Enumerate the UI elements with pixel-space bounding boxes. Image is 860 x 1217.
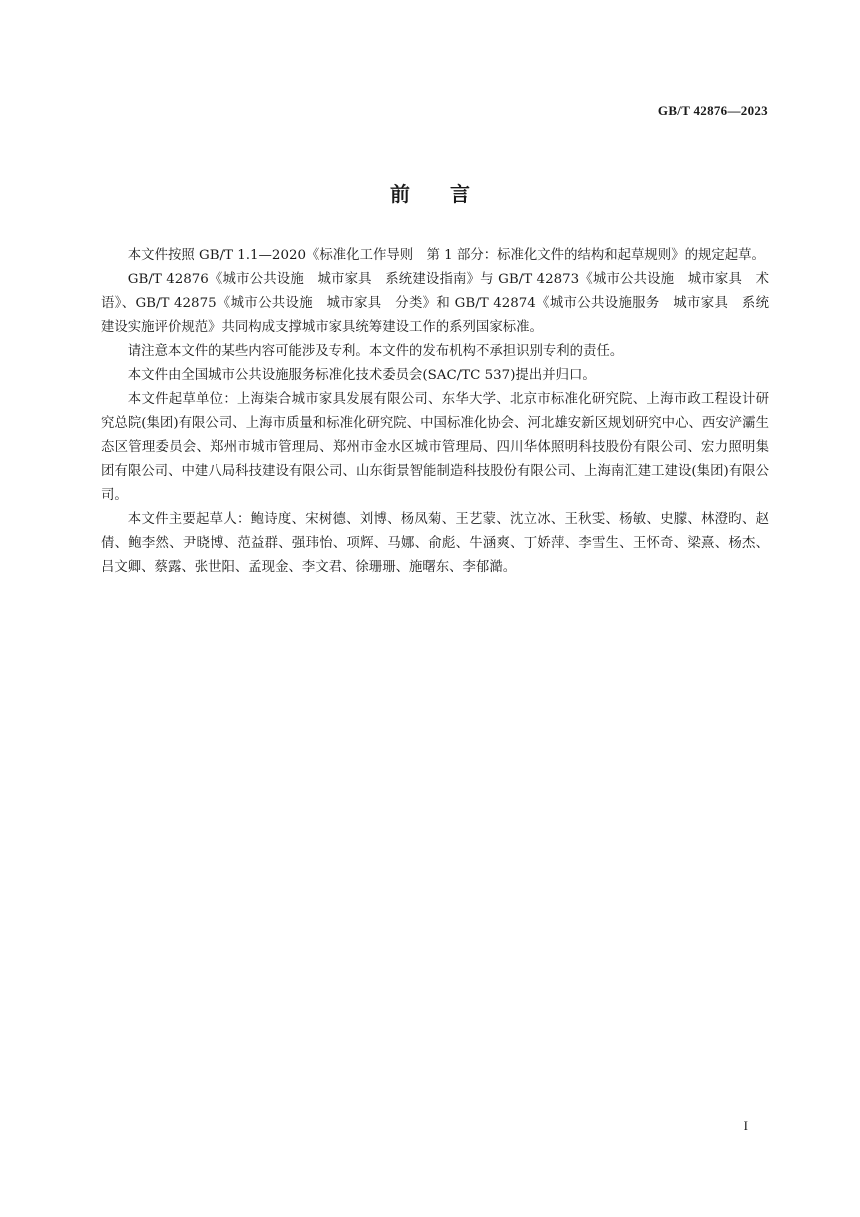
paragraph-drafting-rules: 本文件按照 GB/T 1.1—2020《标准化工作导则 第 1 部分：标准化文件的结构和起草规则》的规定起草。 xyxy=(127,248,765,263)
paragraph-proposer: 本文件由全国城市公共设施服务标准化技术委员会(SAC/TC 537)提出并归口。 xyxy=(127,368,596,383)
standard-number: GB/T 42876—2023 xyxy=(657,103,768,118)
page-number: I xyxy=(743,1118,748,1133)
foreword-body xyxy=(101,244,769,580)
paragraph-drafting-units: 本文件起草单位：上海柒合城市家具发展有限公司、东华大学、北京市标准化研究院、上海市政工程设计研究总院(集团)有限公司、上海市质量和标准化研究院、中国标准化协会、河北雄安新区规划研究中心、西安浐灞生态区管理委员会、郑州市城市管理局、郑州市金水区城市管理局、四川华体照明科技股份有限公司、宏力照明集团有限公司、中建八局科技建设有限公司、山东街景智能制造科技股份有限公司、上海南汇建工建设(集团)有限公司。 xyxy=(101,392,769,503)
paragraph-patent-notice: 请注意本文件的某些内容可能涉及专利。本文件的发布机构不承担识别专利的责任。 xyxy=(127,344,624,359)
page-title xyxy=(0,178,860,207)
paragraph-drafters: 本文件主要起草人：鲍诗度、宋树德、刘博、杨凤菊、王艺蒙、沈立冰、王秋雯、杨敏、史朦、林澄昀、赵倩、鲍李然、尹晓博、范益群、强玮怡、项辉、马娜、俞彪、牛涵爽、丁娇萍、李雪生、王怀奇、梁熹、杨杰、吕文卿、蔡露、张世阳、孟现金、李文君、徐珊珊、施曙东、李郁澔。 xyxy=(101,512,769,575)
title-char-2: 言 xyxy=(450,182,470,206)
title-char-1: 前 xyxy=(390,182,410,206)
paragraph-series-standards: GB/T 42876《城市公共设施 城市家具 系统建设指南》与 GB/T 42873《城市公共设施 城市家具 术语》、GB/T 42875《城市公共设施 城市家具 分类》和 GB/T 42874《城市公共设施服务 城市家具 系统建设实施评价规范》共同构成支撑城市家具统筹建设工作的系列国家标准。 xyxy=(101,272,769,335)
